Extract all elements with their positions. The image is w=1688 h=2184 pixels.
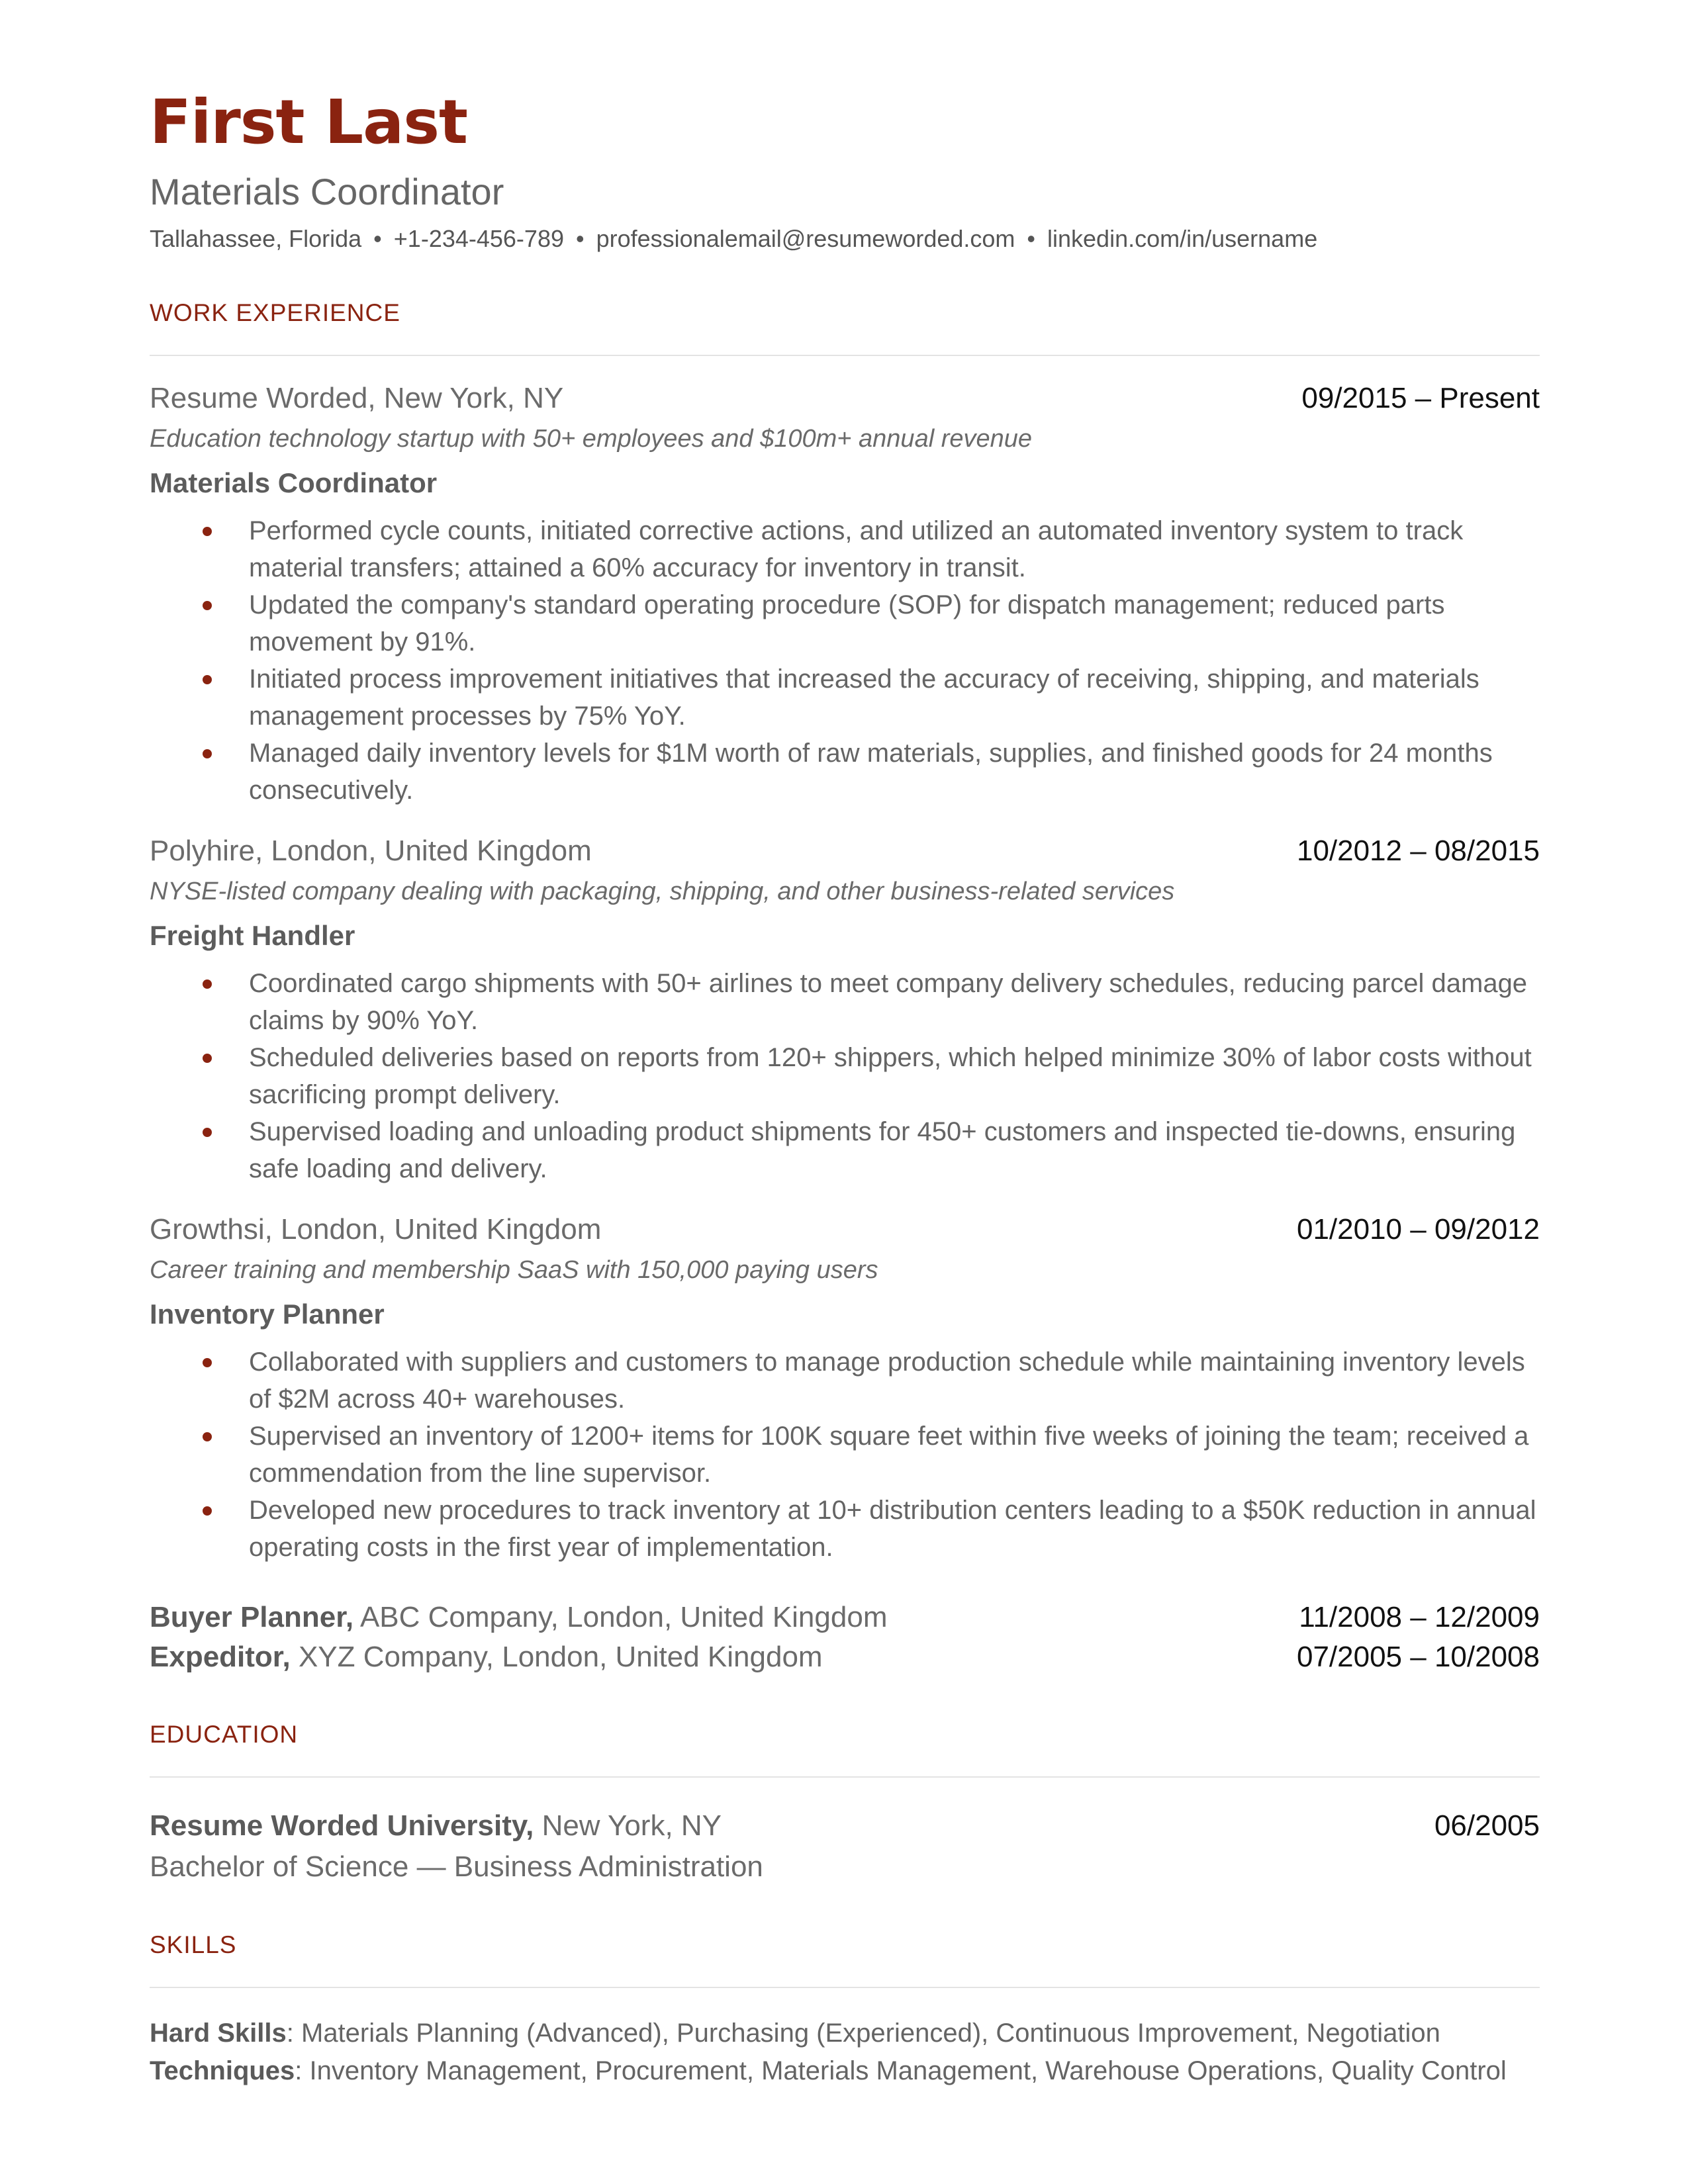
bullet-dot-icon (203, 601, 212, 610)
bullet-dot-icon (203, 749, 212, 758)
section-divider (150, 1987, 1540, 1988)
contact-email[interactable]: professionalemail@resumeworded.com (596, 225, 1015, 252)
skills-value: : Inventory Management, Procurement, Materials Management, Warehouse Operations, Quality Control (295, 2056, 1507, 2085)
previous-role-row (150, 1598, 1540, 1637)
education-degree: Bachelor of Science — Business Administration (150, 1850, 763, 1883)
contact-separator: • (373, 225, 382, 252)
job-dates: 10/2012 – 08/2015 (1296, 835, 1540, 867)
contact-phone: +1-234-456-789 (393, 225, 564, 252)
job-company: Resume Worded, New York, NY (150, 382, 564, 414)
bullet-dot-icon (203, 1506, 212, 1516)
bullet-item (150, 735, 1540, 809)
bullet-dot-icon (203, 979, 212, 989)
education-heading: EDUCATION (150, 1721, 299, 1748)
job-company: Growthsi, London, United Kingdom (150, 1213, 602, 1246)
bullet-item (150, 1343, 1540, 1418)
section-divider (150, 355, 1540, 356)
bullet-dot-icon (203, 675, 212, 684)
bullet-item (150, 586, 1540, 660)
contact-separator: • (1027, 225, 1036, 252)
bullet-text: Updated the company's standard operating procedure (SOP) for dispatch management; reduced parts movement by 91%. (249, 590, 1445, 657)
job-company: Polyhire, London, United Kingdom (150, 835, 592, 867)
skills-line-techniques (150, 2052, 1540, 2090)
job-title: Materials Coordinator (150, 467, 438, 498)
bullet-item (150, 660, 1540, 735)
bullet-dot-icon (203, 527, 212, 536)
bullet-text: Collaborated with suppliers and customers to manage production schedule while maintaining inventory levels of $2M across 40+ warehouses. (249, 1347, 1525, 1414)
skills-value: : Materials Planning (Advanced), Purchasing (Experienced), Continuous Improvement, Negotiation (286, 2019, 1440, 2048)
contact-line (150, 222, 1540, 255)
bullet-text: Scheduled deliveries based on reports from 120+ shippers, which helped minimize 30% of labor costs without sacrificing prompt delivery. (249, 1043, 1532, 1109)
bullet-text: Developed new procedures to track inventory at 10+ distribution centers leading to a $50K reduction in annual operating costs in the first year of implementation. (249, 1496, 1536, 1562)
bullet-item (150, 512, 1540, 586)
section-divider (150, 1776, 1540, 1778)
bullet-text: Managed daily inventory levels for $1M worth of raw materials, supplies, and finished goods for 24 months consecutively. (249, 739, 1493, 805)
skills-heading: SKILLS (150, 1931, 237, 1958)
job-dates: 01/2010 – 09/2012 (1296, 1213, 1540, 1246)
previous-role-company: XYZ Company, London, United Kingdom (298, 1641, 823, 1673)
job-entry (150, 1210, 1540, 1566)
bullet-dot-icon (203, 1128, 212, 1137)
job-dates: 09/2015 – Present (1301, 382, 1540, 414)
resume-page (150, 79, 1540, 2090)
job-bullets (150, 512, 1540, 809)
bullet-dot-icon (203, 1358, 212, 1367)
previous-role-dates: 11/2008 – 12/2009 (1299, 1601, 1540, 1633)
previous-role-dates: 07/2005 – 10/2008 (1296, 1641, 1540, 1673)
job-entry (150, 831, 1540, 1187)
education-date: 06/2005 (1434, 1809, 1540, 1842)
job-company-description: Education technology startup with 50+ employees and $100m+ annual revenue (150, 425, 1033, 453)
bullet-text: Supervised an inventory of 1200+ items for 100K square feet within five weeks of joining the team; received a commendation from the line supervisor. (249, 1422, 1529, 1488)
bullet-item (150, 1418, 1540, 1492)
bullet-text: Supervised loading and unloading product shipments for 450+ customers and inspected tie-downs, ensuring safe loading and delivery. (249, 1117, 1516, 1183)
job-bullets (150, 1343, 1540, 1566)
job-entry (150, 379, 1540, 809)
contact-location: Tallahassee, Florida (150, 225, 362, 252)
skills-label: Hard Skills (150, 2019, 287, 2048)
skills-label: Techniques (150, 2056, 295, 2085)
job-title: Freight Handler (150, 920, 355, 951)
previous-role-title: Buyer Planner, (150, 1601, 354, 1633)
skills-block (150, 2015, 1540, 2090)
bullet-item (150, 965, 1540, 1039)
previous-role-title: Expeditor, (150, 1641, 291, 1673)
job-company-description: Career training and membership SaaS with 150,000 paying users (150, 1256, 878, 1284)
contact-separator: • (575, 225, 585, 252)
job-bullets (150, 965, 1540, 1187)
previous-role-company: ABC Company, London, United Kingdom (359, 1601, 888, 1633)
contact-linkedin[interactable]: linkedin.com/in/username (1047, 225, 1318, 252)
bullet-text: Performed cycle counts, initiated corrective actions, and utilized an automated inventory system to track material transfers; attained a 60% accuracy for inventory in transit. (249, 516, 1464, 582)
education-location: New York, NY (541, 1809, 722, 1842)
education-school: Resume Worded University, (150, 1809, 534, 1842)
job-title: Inventory Planner (150, 1298, 385, 1330)
candidate-role: Materials Coordinator (150, 171, 504, 212)
bullet-dot-icon (203, 1432, 212, 1441)
candidate-name: First Last (150, 87, 467, 158)
bullet-item (150, 1039, 1540, 1113)
education-entry (150, 1805, 1540, 1888)
job-company-description: NYSE-listed company dealing with packaging, shipping, and other business-related services (150, 878, 1175, 905)
bullet-item (150, 1492, 1540, 1566)
work-experience-heading: WORK EXPERIENCE (150, 299, 400, 326)
bullet-item (150, 1113, 1540, 1187)
bullet-text: Coordinated cargo shipments with 50+ airlines to meet company delivery schedules, reducing parcel damage claims by 90% YoY. (249, 969, 1528, 1035)
bullet-text: Initiated process improvement initiatives that increased the accuracy of receiving, shipping, and materials management processes by 75% YoY. (249, 664, 1479, 731)
previous-roles (150, 1598, 1540, 1677)
skills-line-hard (150, 2015, 1540, 2052)
bullet-dot-icon (203, 1054, 212, 1063)
previous-role-row (150, 1637, 1540, 1677)
